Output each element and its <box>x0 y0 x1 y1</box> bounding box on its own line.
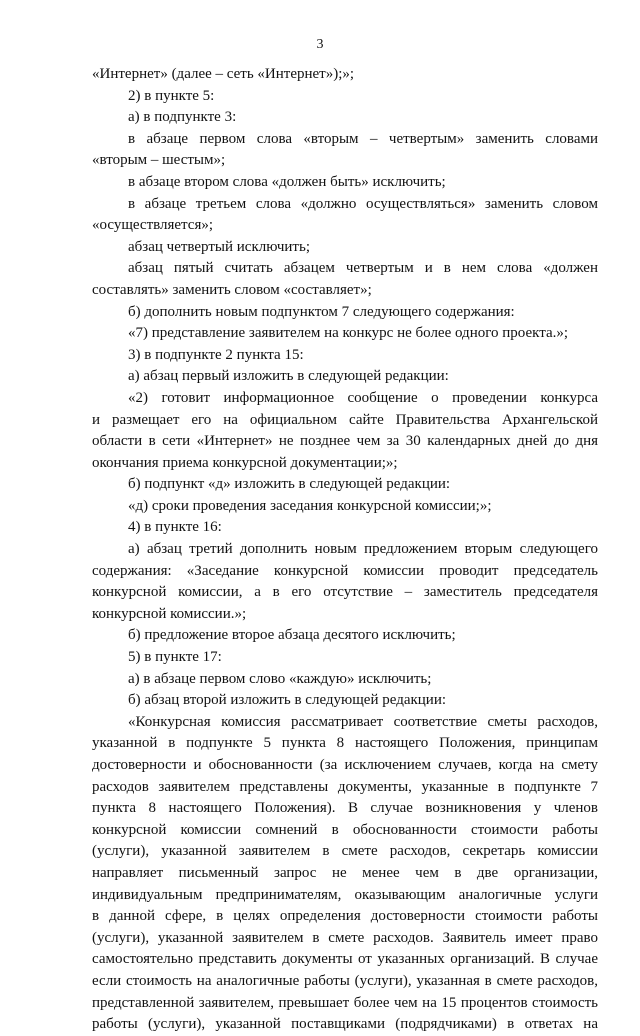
text-line: индивидуальным предпринимателям, оказывающим аналогичные услуги <box>92 886 598 903</box>
text-line: «Интернет» (далее – сеть «Интернет»);»; <box>92 66 355 82</box>
text-line: абзац четвертый исключить; <box>128 238 310 255</box>
text-line: а) абзац первый изложить в следующей редакции: <box>128 368 449 385</box>
text-line: содержания: «Заседание конкурсной комиссии проводит председатель <box>92 562 598 579</box>
text-line: а) в подпункте 3: <box>128 109 237 126</box>
text-line: 5) в пункте 17: <box>128 649 222 666</box>
text-line: пункта 8 настоящего Положения). В случае возникновения у членов <box>92 800 598 817</box>
text-line: области в сети «Интернет» не позднее чем за 30 календарных дней до дня <box>92 433 598 450</box>
text-line: б) абзац второй изложить в следующей редакции: <box>128 692 447 709</box>
text-line: представленной заявителем, превышает более чем на 15 процентов стоимость <box>92 994 598 1011</box>
text-line: достоверности и обоснованности (за исключением случаев, когда на смету <box>92 757 598 773</box>
text-line: б) дополнить новым подпунктом 7 следующего содержания: <box>128 303 515 320</box>
text-line: 4) в пункте 16: <box>128 519 222 536</box>
text-line: самостоятельно представить документы от указанных организаций. В случае <box>92 951 598 968</box>
text-line: «Конкурсная комиссия рассматривает соответствие сметы расходов, <box>128 713 598 730</box>
text-line: составлять» заменить словом «составляет»; <box>92 281 372 298</box>
text-line: конкурсной комиссии, а в его отсутствие – заместитель председателя <box>92 584 598 601</box>
text-line: в абзаце третьем слова «должно осуществляться» заменить словом <box>128 195 598 212</box>
document-body <box>92 64 598 1036</box>
text-line: указанной в подпункте 5 пункта 8 настоящего Положения, принципам <box>92 735 598 752</box>
text-line: в абзаце втором слова «должен быть» исключить; <box>128 173 446 190</box>
text-line: «вторым – шестым»; <box>92 152 226 169</box>
text-line: «д) сроки проведения заседания конкурсной комиссии;»; <box>128 497 492 514</box>
page-number: 3 <box>316 37 324 52</box>
text-line: б) предложение второе абзаца десятого исключить; <box>128 627 456 644</box>
text-line: б) подпункт «д» изложить в следующей редакции: <box>128 476 451 493</box>
text-line: конкурсной комиссии.»; <box>92 605 247 622</box>
text-line: (услуги), указанной заявителем в смете расходов. Заявитель имеет право <box>92 929 598 946</box>
text-line: «7) представление заявителем на конкурс не более одного проекта.»; <box>128 325 569 342</box>
text-line: абзац пятый считать абзацем четвертым и в нем слова «должен <box>128 260 598 277</box>
text-line: в абзаце первом слова «вторым – четвертым» заменить словами <box>128 130 598 147</box>
text-line: а) в абзаце первом слово «каждую» исключить; <box>128 670 432 687</box>
text-line: 3) в подпункте 2 пункта 15: <box>128 346 304 363</box>
text-line: расходов заявителем представлены документы, указанные в подпункте 7 <box>92 778 598 795</box>
text-line: «осуществляется»; <box>92 217 214 234</box>
text-line: в данной сфере, в целях определения достоверности стоимости работы <box>92 908 598 925</box>
text-line: и размещает его на официальном сайте Правительства Архангельской <box>92 411 598 428</box>
text-line: работы (услуги), указанной поставщиками (подрядчиками) в ответах на <box>92 1016 598 1033</box>
text-line: если стоимость на аналогичные работы (услуги), указанная в смете расходов, <box>92 972 598 989</box>
text-line: 2) в пункте 5: <box>128 87 215 104</box>
text-line: конкурсной комиссии сомнений в обоснованности стоимости работы <box>92 821 598 838</box>
text-line: «2) готовит информационное сообщение о проведении конкурса <box>128 389 598 406</box>
text-line: (услуги), указанной заявителем в смете расходов, секретарь комиссии <box>92 843 598 860</box>
text-line: а) абзац третий дополнить новым предложением вторым следующего <box>128 541 598 558</box>
text-line: окончания приема конкурсной документации;»; <box>92 454 398 471</box>
text-line: направляет письменный запрос не менее чем в две организации, <box>92 864 598 881</box>
